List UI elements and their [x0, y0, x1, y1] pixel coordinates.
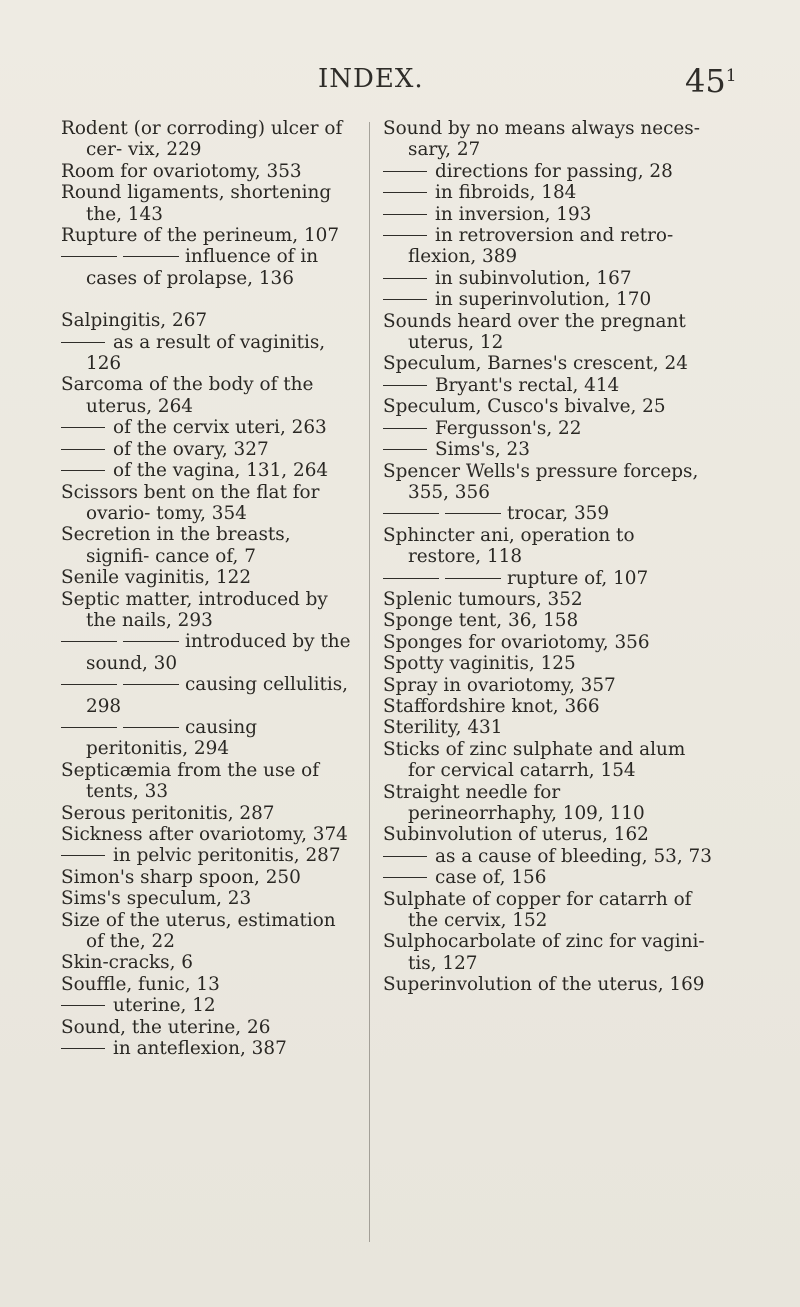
- entry-text: Simon's sharp spoon, 250: [61, 866, 301, 888]
- page-number: $45^1$: [685, 62, 737, 100]
- index-subentry: [61, 717, 358, 760]
- entry-text: Size of the uterus, estimation of the, 22: [61, 909, 336, 953]
- index-entry: [383, 974, 713, 995]
- entry-text: Serous peritonitis, 287: [61, 802, 275, 824]
- entry-text: in anteflexion, 387: [113, 1038, 287, 1060]
- entry-text: Sticks of zinc sulphate and alum for cervical catarrh, 154: [383, 738, 686, 782]
- index-entry: [383, 889, 713, 932]
- entry-text: causing peritonitis, 294: [86, 716, 258, 760]
- index-subentry: [383, 182, 713, 203]
- entry-text: Sulphocarbolate of zinc for vagini- tis, 127: [383, 931, 705, 974]
- entry-text: in retroversion and retro- flexion, 389: [408, 225, 674, 268]
- index-entry: [61, 974, 358, 995]
- index-entry: [383, 675, 713, 696]
- ditto-dash: [383, 171, 427, 172]
- index-subentry: [383, 418, 713, 439]
- index-entry: [61, 952, 358, 973]
- entry-text: Splenic tumours, 352: [383, 588, 583, 610]
- ditto-dash: [383, 877, 427, 878]
- index-subentry: [383, 439, 713, 460]
- running-title: INDEX.: [318, 64, 424, 94]
- entry-text: introduced by the sound, 30: [86, 631, 351, 674]
- entry-text: Sickness after ovariotomy, 374: [61, 824, 348, 845]
- entry-text: Senile vaginitis, 122: [61, 567, 252, 589]
- index-entry: [383, 739, 713, 782]
- index-subentry: [383, 375, 713, 396]
- entry-text: of the cervix uteri, 263: [113, 417, 327, 439]
- index-entry: [61, 118, 358, 161]
- entry-text: directions for passing, 28: [435, 160, 673, 182]
- entry-text: Souffle, funic, 13: [61, 973, 220, 995]
- index-subentry: [61, 631, 358, 674]
- index-subentry: [61, 417, 358, 438]
- index-column-right: [383, 118, 713, 996]
- index-subentry: [383, 161, 713, 182]
- ditto-dash: [123, 684, 179, 685]
- index-entry: [61, 803, 358, 824]
- entry-text: Subinvolution of uterus, 162: [383, 824, 649, 846]
- ditto-dash: [383, 299, 427, 300]
- entry-text: Speculum, Barnes's crescent, 24: [383, 353, 688, 375]
- index-entry: [61, 824, 358, 845]
- page-header: [0, 64, 800, 104]
- ditto-dash: [61, 684, 117, 685]
- entry-text: in fibroids, 184: [435, 182, 577, 204]
- ditto-dash: [61, 427, 105, 428]
- index-entry: [61, 182, 358, 225]
- entry-text: Rodent (or corroding) ulcer of cer- vix, 229: [61, 118, 343, 161]
- entry-text: trocar, 359: [507, 503, 610, 525]
- entry-text: Straight needle for perineorrhaphy, 109, 110: [383, 781, 645, 824]
- index-subentry: [61, 332, 358, 375]
- ditto-dash: [61, 342, 105, 343]
- ditto-dash: [123, 641, 179, 642]
- entry-text: Septic matter, introduced by the nails, 293: [61, 588, 328, 631]
- ditto-dash: [445, 513, 501, 514]
- index-subentry: [383, 204, 713, 225]
- index-entry: [383, 696, 713, 717]
- index-entry: [383, 589, 713, 610]
- ditto-dash: [61, 641, 117, 642]
- entry-text: Fergusson's, 22: [435, 417, 582, 439]
- index-entry: [61, 482, 358, 525]
- index-entry: [61, 867, 358, 888]
- ditto-dash: [61, 449, 105, 450]
- index-entry: [61, 310, 358, 331]
- entry-text: Sounds heard over the pregnant uterus, 12: [383, 310, 686, 354]
- entry-text: Staffordshire knot, 366: [383, 695, 600, 717]
- entry-text: Speculum, Cusco's bivalve, 25: [383, 396, 666, 418]
- index-entry: [383, 525, 713, 568]
- index-entry: [61, 589, 358, 632]
- entry-text: of the vagina, 131, 264: [113, 460, 329, 482]
- entry-text: in superinvolution, 170: [435, 289, 652, 311]
- entry-text: Spencer Wells's pressure forceps, 355, 356: [383, 460, 699, 503]
- index-entry: [383, 610, 713, 631]
- entry-text: in inversion, 193: [435, 203, 592, 225]
- entry-text: as a cause of bleeding, 53, 73: [435, 845, 712, 867]
- entry-text: Secretion in the breasts, signifi- cance of, 7: [61, 524, 291, 567]
- index-subentry: [383, 225, 713, 268]
- entry-text: as a result of vaginitis, 126: [86, 331, 326, 375]
- index-entry: [61, 1017, 358, 1038]
- entry-text: Rupture of the perineum, 107: [61, 225, 340, 247]
- ditto-dash: [383, 513, 439, 514]
- index-entry: [61, 524, 358, 567]
- entry-text: Sims's, 23: [435, 439, 530, 461]
- entry-text: Sound, the uterine, 26: [61, 1016, 271, 1038]
- index-entry: [61, 567, 358, 588]
- entry-text: Sponges for ovariotomy, 356: [383, 631, 650, 653]
- entry-text: in pelvic peritonitis, 287: [113, 845, 341, 867]
- entry-text: causing cellulitis, 298: [86, 674, 349, 717]
- entry-text: Sarcoma of the body of the uterus, 264: [61, 374, 314, 417]
- index-entry: [383, 396, 713, 417]
- index-entry: [383, 353, 713, 374]
- index-subentry: [61, 1038, 358, 1059]
- column-divider: [369, 122, 370, 1242]
- index-subentry: [383, 289, 713, 310]
- ditto-dash: [61, 256, 117, 257]
- ditto-dash: [383, 385, 427, 386]
- ditto-dash: [383, 578, 439, 579]
- index-subentry: [383, 846, 713, 867]
- ditto-dash: [383, 856, 427, 857]
- ditto-dash: [61, 855, 105, 856]
- ditto-dash: [383, 278, 427, 279]
- entry-text: uterine, 12: [113, 995, 216, 1017]
- index-subentry: [61, 995, 358, 1016]
- index-entry: [61, 225, 358, 246]
- index-entry: [383, 824, 713, 845]
- entry-text: Sponge tent, 36, 158: [383, 610, 579, 632]
- entry-text: Sulphate of copper for catarrh of the cervix, 152: [383, 888, 692, 932]
- index-subentry: [61, 460, 358, 481]
- page-number-superscript: 1: [725, 66, 737, 86]
- entry-text: Sterility, 431: [383, 717, 503, 739]
- ditto-dash: [383, 428, 427, 429]
- ditto-dash: [61, 470, 105, 471]
- entry-text: Bryant's rectal, 414: [435, 374, 620, 396]
- index-entry: [383, 311, 713, 354]
- index-entry: [383, 782, 713, 825]
- entry-text: Salpingitis, 267: [61, 310, 208, 332]
- entry-text: Superinvolution of the uterus, 169: [383, 974, 705, 996]
- ditto-dash: [61, 1005, 105, 1006]
- index-column-left: [61, 118, 358, 1059]
- entry-text: Septicæmia from the use of tents, 33: [61, 759, 320, 803]
- ditto-dash: [383, 214, 427, 215]
- ditto-dash: [123, 256, 179, 257]
- index-subentry: [383, 503, 713, 524]
- entry-text: Round ligaments, shortening the, 143: [61, 182, 332, 225]
- index-subentry: [61, 246, 358, 289]
- index-entry: [61, 888, 358, 909]
- entry-text: Sphincter ani, operation to restore, 118: [383, 524, 635, 568]
- entry-text: Spray in ovariotomy, 357: [383, 674, 616, 696]
- index-entry: [383, 653, 713, 674]
- ditto-dash: [123, 727, 179, 728]
- index-entry: [383, 717, 713, 738]
- entry-text: Sound by no means always neces- sary, 27: [383, 118, 700, 161]
- entry-text: case of, 156: [435, 867, 547, 889]
- entry-text: Sims's speculum, 23: [61, 888, 252, 910]
- entry-text: Spotty vaginitis, 125: [383, 653, 576, 675]
- index-entry: [383, 461, 713, 504]
- index-entry: [61, 910, 358, 953]
- ditto-dash: [383, 192, 427, 193]
- entry-text: influence of in cases of prolapse, 136: [86, 246, 319, 289]
- index-entry: [61, 161, 358, 182]
- entry-text: Scissors bent on the flat for ovario- tomy, 354: [61, 481, 320, 524]
- entry-text: Skin-cracks, 6: [61, 952, 194, 974]
- index-subentry: [383, 568, 713, 589]
- index-subentry: [61, 674, 358, 717]
- index-entry: [383, 931, 713, 974]
- ditto-dash: [61, 727, 117, 728]
- ditto-dash: [445, 578, 501, 579]
- entry-text: of the ovary, 327: [113, 438, 269, 460]
- index-subentry: [61, 845, 358, 866]
- ditto-dash: [61, 1048, 105, 1049]
- index-entry: [383, 118, 713, 161]
- entry-text: Room for ovariotomy, 353: [61, 160, 302, 182]
- index-entry: [61, 760, 358, 803]
- ditto-dash: [383, 235, 427, 236]
- index-subentry: [383, 268, 713, 289]
- ditto-dash: [383, 449, 427, 450]
- index-entry: [383, 632, 713, 653]
- index-entry: [61, 374, 358, 417]
- section-gap: [61, 289, 358, 310]
- index-subentry: [61, 439, 358, 460]
- entry-text: rupture of, 107: [507, 567, 649, 589]
- index-subentry: [383, 867, 713, 888]
- entry-text: in subinvolution, 167: [435, 267, 632, 289]
